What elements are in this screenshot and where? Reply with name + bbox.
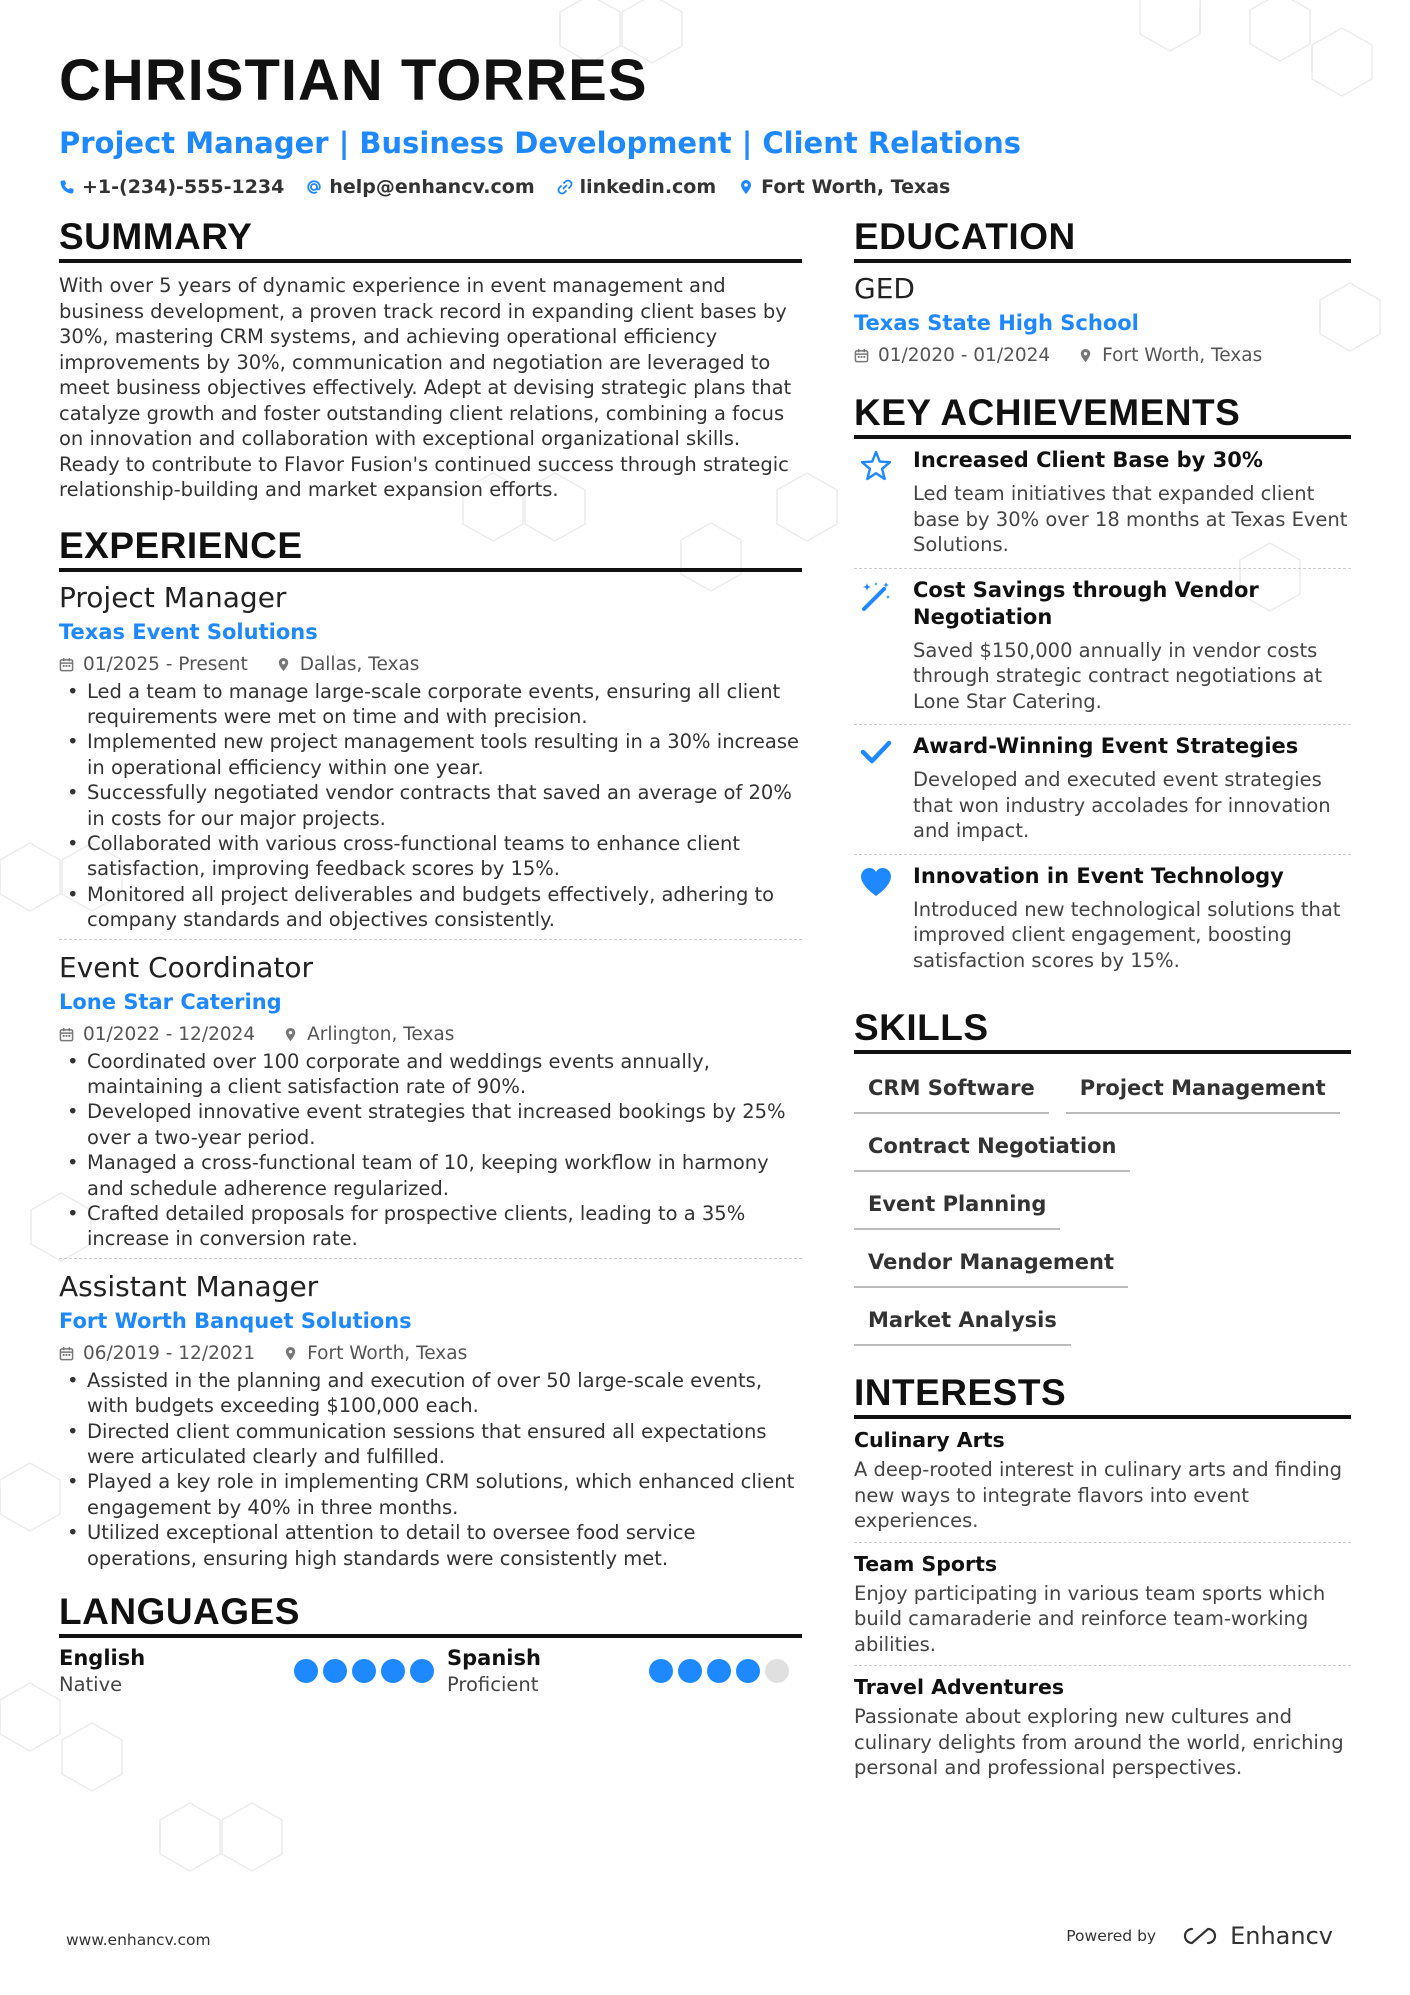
left-column [59,216,802,1698]
checkmark-icon [859,735,893,769]
job-meta [59,1024,802,1045]
job-location-text: Arlington, Texas [307,1023,455,1045]
language-name: Spanish [447,1646,541,1671]
calendar-icon [59,1027,74,1042]
candidate-name: CHRISTIAN TORRES [59,48,648,113]
job-dates [59,654,248,675]
education-entry [854,271,1351,366]
contact-phone[interactable] [59,176,284,198]
job-location-text: Dallas, Texas [299,653,420,675]
interest-entry [854,1543,1351,1667]
summary-text: With over 5 years of dynamic experience in event management and business development, a proven track record in expanding client bases by 30%, mastering CRM systems, and achieving operational efficiency improvements by 30%, communication and negotiation are leveraged to meet business objectives effectively. Adept at devising strategic plans that catalyze growth and foster outstanding client relations, combining a focus on innovation and collaboration with exceptional organizational skills. Ready to contribute to Flavor Fusion's continued success through strategic relationship-building and market expansion efforts. [59,274,792,501]
interests-list [854,1419,1351,1789]
brand-name: Enhancv [1230,1922,1333,1950]
company-name[interactable]: Lone Star Catering [59,989,282,1014]
company-name[interactable]: Fort Worth Banquet Solutions [59,1308,412,1333]
headline: Project Manager | Business Development | Client Relations [59,126,1021,160]
job-bullets [59,1368,802,1571]
experience-entry [59,950,802,1259]
education-meta [854,345,1351,366]
bullet-item: • Directed client communication sessions that ensured all expectations were articulated clearly and fulfilled. [59,1419,802,1470]
education-dates-text: 01/2020 - 01/2024 [878,345,1051,366]
company-name[interactable]: Texas Event Solutions [59,619,318,644]
job-title: Project Manager [59,580,287,614]
bullet-item: • Assisted in the planning and execution of over 50 large-scale events, with budgets exceeding $100,000 each. [59,1368,802,1419]
job-location [276,654,420,675]
achievement-desc: Developed and executed event strategies that won industry accolades for innovation and impact. [913,768,1331,842]
language-name: English [59,1646,146,1671]
magic-wand-icon [859,579,893,613]
interest-desc: Passionate about exploring new cultures and culinary delights from around the world, enriching personal and professional perspectives. [854,1705,1344,1779]
job-dates [59,1343,255,1364]
bullet-item: • Played a key role in implementing CRM solutions, which enhanced client engagement by 40% in three months. [59,1469,802,1520]
bullet-item: • Successfully negotiated vendor contracts that saved an average of 20% in costs for our major projects. [59,780,802,831]
language-entry [447,1644,802,1698]
powered-by-label: Powered by [1066,1927,1157,1945]
link-icon [557,179,573,195]
rating-dot [649,1659,673,1683]
achievement-entry [854,439,1351,569]
rating-dot [678,1659,702,1683]
achievement-icon-wrap [854,863,897,974]
job-dates-text: 06/2019 - 12/2021 [83,1342,256,1364]
rating-dot [381,1659,405,1683]
achievement-entry [854,725,1351,855]
rating-dot [736,1659,760,1683]
achievement-title: Increased Client Base by 30% [913,448,1263,472]
summary-heading: SUMMARY [59,216,802,263]
school-name[interactable]: Texas State High School [854,311,1139,335]
skills-list [854,1068,1351,1346]
education-heading: EDUCATION [854,216,1351,263]
interest-title: Culinary Arts [854,1428,1005,1452]
education-location [1078,345,1262,366]
job-location-text: Fort Worth, Texas [307,1342,468,1364]
at-sign-icon [306,179,322,195]
experience-entry [59,580,802,940]
rating-dot [410,1659,434,1683]
achievement-icon-wrap [854,447,897,558]
contact-email[interactable] [306,176,534,198]
email-text: help@enhancv.com [329,176,535,198]
skill-tag: CRM Software [854,1068,1049,1114]
location-text: Fort Worth, Texas [761,176,951,198]
experience-list [59,580,802,1578]
job-dates-text: 01/2025 - Present [83,653,248,675]
experience-entry [59,1269,802,1577]
job-meta [59,1343,802,1364]
achievement-icon-wrap [854,577,897,715]
right-column [854,216,1351,1789]
achievement-desc: Introduced new technological solutions that improved client engagement, boosting satisfaction scores by 15%. [913,897,1341,972]
achievement-entry [854,569,1351,726]
bullet-item: • Crafted detailed proposals for prospective clients, leading to a 35% increase in conversion rate. [59,1201,802,1252]
resume-header [59,48,1359,198]
contact-bar [59,176,1359,198]
interest-entry [854,1419,1351,1543]
enhancv-logo-icon [1178,1925,1222,1947]
achievement-title: Innovation in Event Technology [913,863,1284,888]
footer-branding [1066,1922,1333,1950]
interest-desc: A deep-rooted interest in culinary arts and finding new ways to integrate flavors into event experiences. [854,1458,1342,1532]
bullet-item: • Led a team to manage large-scale corporate events, ensuring all client requirements were met on time and with precision. [59,679,802,730]
job-title: Event Coordinator [59,950,314,984]
bullet-item: • Utilized exceptional attention to detail to oversee food service operations, ensuring high standards were consistently met. [59,1520,802,1571]
education-location-text: Fort Worth, Texas [1102,345,1263,366]
education-dates [854,345,1050,366]
interest-desc: Enjoy participating in various team sports which build camaraderie and reinforce team-working abilities. [854,1581,1326,1656]
skills-heading: SKILLS [854,1007,1351,1054]
job-location [283,1343,467,1364]
language-level: Native [59,1673,123,1697]
achievements-list [854,439,1351,983]
phone-icon [59,179,75,195]
language-rating [649,1659,802,1683]
bullet-item: • Monitored all project deliverables and budgets effectively, adhering to company standards and objectives consistently. [59,882,802,933]
footer-website[interactable]: www.enhancv.com [66,1931,211,1949]
location-pin-icon [283,1346,298,1361]
calendar-icon [854,348,869,363]
interest-title: Team Sports [854,1551,998,1576]
star-icon [859,449,893,483]
heart-icon [859,865,893,899]
rating-dot [707,1659,731,1683]
brand-logo[interactable] [1178,1922,1333,1950]
rating-dot [352,1659,376,1683]
location-pin-icon [276,657,291,672]
achievement-entry [854,855,1351,984]
bullet-item: • Implemented new project management tools resulting in a 30% increase in operational efficiency within one year. [59,729,802,780]
job-meta [59,654,802,675]
job-location [283,1024,454,1045]
achievement-icon-wrap [854,733,897,844]
job-bullets [59,1049,802,1252]
achievement-title: Cost Savings through Vendor Negotiation [913,577,1259,629]
rating-dot [765,1659,789,1683]
location-pin-icon [1078,348,1093,363]
interests-heading: INTERESTS [854,1372,1351,1419]
rating-dot [323,1659,347,1683]
location-pin-icon [738,179,754,195]
language-entry [59,1644,447,1698]
achievement-desc: Led team initiatives that expanded client base by 30% over 18 months at Texas Event Solutions. [913,482,1348,556]
bullet-item: • Developed innovative event strategies that increased bookings by 25% over a two-year period. [59,1099,802,1150]
job-dates-text: 01/2022 - 12/2024 [83,1023,256,1045]
achievements-heading: KEY ACHIEVEMENTS [854,392,1351,439]
skill-tag: Project Management [1066,1068,1340,1114]
language-rating [294,1659,447,1683]
skill-tag: Market Analysis [854,1300,1071,1346]
skill-tag: Event Planning [854,1184,1060,1230]
languages-list [59,1644,802,1698]
job-title: Assistant Manager [59,1269,319,1303]
skill-tag: Contract Negotiation [854,1126,1130,1172]
rating-dot [294,1659,318,1683]
experience-heading: EXPERIENCE [59,525,802,572]
calendar-icon [59,657,74,672]
achievement-desc: Saved $150,000 annually in vendor costs through strategic contract negotiations at Lone Star Catering. [913,638,1323,713]
bullet-item: • Managed a cross-functional team of 10, keeping workflow in harmony and schedule adherence regularized. [59,1150,802,1201]
achievement-title: Award-Winning Event Strategies [913,734,1299,758]
phone-text: +1-(234)-555-1234 [82,176,285,198]
calendar-icon [59,1346,74,1361]
bullet-item: • Coordinated over 100 corporate and weddings events annually, maintaining a client satisfaction rate of 90%. [59,1049,802,1100]
location-pin-icon [283,1027,298,1042]
linkedin-text: linkedin.com [579,176,717,198]
job-bullets [59,679,802,933]
skill-tag: Vendor Management [854,1242,1128,1288]
degree: GED [854,272,915,305]
contact-linkedin[interactable] [557,176,717,198]
interest-entry [854,1666,1351,1789]
contact-location [738,176,950,198]
job-dates [59,1024,255,1045]
bullet-item: • Collaborated with various cross-functional teams to enhance client satisfaction, improving feedback scores by 15%. [59,831,802,882]
language-level: Proficient [447,1673,539,1697]
languages-heading: LANGUAGES [59,1591,802,1638]
interest-title: Travel Adventures [854,1675,1065,1699]
